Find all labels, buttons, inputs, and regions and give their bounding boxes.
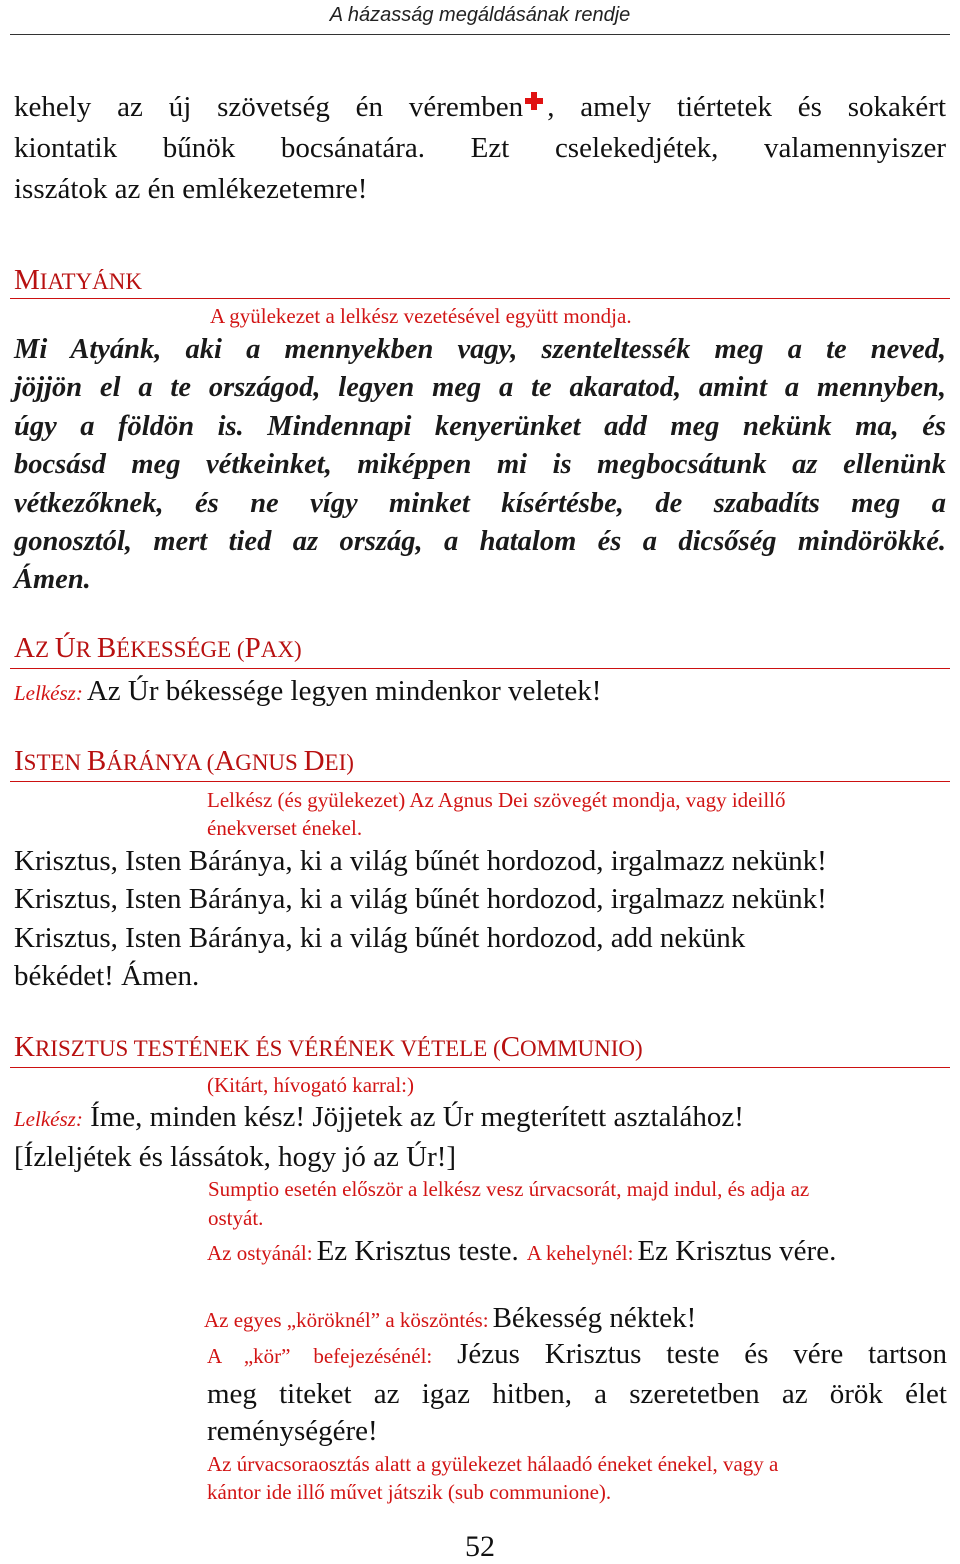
heading-part: R (75, 637, 97, 662)
heading-part: Ú (54, 632, 76, 664)
kor-text-1: Jézus Krisztus teste és vére tartson (457, 1338, 947, 1370)
section-heading-pax (14, 630, 302, 671)
prayer-line: bocsásd meg vétkeinket, miképpen mi is megbocsátunk az ellenünk (14, 449, 946, 481)
heading-part: Z (34, 637, 55, 662)
communio-invitation (14, 1098, 744, 1176)
red-cross-icon (525, 92, 543, 110)
heading-part: ÁRÁNYA ( (106, 750, 215, 775)
page-number: 52 (465, 1530, 495, 1563)
heading-part: P (244, 632, 261, 664)
ostya-label: Az ostyánál: (207, 1241, 313, 1265)
rubric-line: ostyát. (208, 1206, 264, 1230)
agnus-line: Krisztus, Isten Báránya, ki a világ bűnét hordozod, add nekünk (14, 921, 746, 954)
section-rule-pax (10, 668, 950, 669)
header-divider (10, 34, 950, 35)
agnus-line: Krisztus, Isten Báránya, ki a világ bűnét hordozod, irgalmazz nekünk! (14, 845, 827, 877)
rubric-agnus-dei (207, 786, 786, 842)
blessing-paragraph (207, 1336, 947, 1451)
blessing-line-3: reménységére! (207, 1415, 378, 1447)
heading-part: STEN (23, 750, 87, 775)
pax-line (14, 672, 601, 715)
blessing-line-1 (207, 1336, 947, 1376)
pax-text: Az Úr békessége legyen mindenkor veletek! (86, 675, 602, 707)
section-heading-communio (14, 1029, 643, 1070)
intro-line-1 (14, 87, 946, 128)
heading-part: B (96, 632, 117, 664)
intro-line-1-before: kehely az új szövetség én véremben (14, 91, 524, 123)
heading-part: EI) (324, 750, 354, 775)
section-heading-agnus-dei (14, 743, 354, 784)
running-header: A házasság megáldásának rendje (329, 4, 631, 26)
prayer-text (14, 331, 946, 600)
prayer-line: gonosztól, mert tied az ország, a hatalom és a dicsőség mindörökké. (14, 526, 946, 558)
rubric-kitart: (Kitárt, hívogató karral:) (207, 1073, 415, 1097)
role-label: Lelkész: (14, 1107, 83, 1131)
rubric-line: énekverset énekel. (207, 816, 363, 840)
korok-text: Békesség néktek! (492, 1302, 697, 1334)
prayer-line: vétkezőknek, és ne vígy minket kísértésbe, de szabadíts meg a (14, 487, 946, 519)
heading-part: A (214, 745, 236, 777)
heading-part: A (14, 632, 35, 664)
rubric-line: kántor ide illő művet játszik (sub communione). (207, 1480, 612, 1504)
intro-line-3: isszátok az én emlékezetemre! (14, 173, 368, 205)
rubric-line: Lelkész (és gyülekezet) Az Agnus Dei szövegét mondja, vagy ideillő (207, 788, 786, 812)
prayer-line: Mi Atyánk, aki a mennyekben vagy, szenteltessék meg a te neved, (14, 334, 946, 365)
heading-part: GNUS (235, 750, 304, 775)
heading-rest: IATYÁNK (39, 269, 143, 294)
heading-part: D (303, 745, 325, 777)
distribution-formulas (207, 1232, 836, 1275)
heading-part: K (14, 1031, 35, 1063)
agnus-line: Krisztus, Isten Báránya, ki a világ bűnét hordozod, irgalmazz nekünk! (14, 883, 827, 916)
ostya-text: Ez Krisztus teste. (316, 1235, 519, 1267)
invitation-text-2: [Ízleljétek és lássátok, hogy jó az Úr!] (14, 1141, 457, 1173)
intro-line-2: kiontatik bűnök bocsánatára. Ezt cselekedjétek, valamennyiszer (14, 132, 946, 164)
rubric-line: Az úrvacsoraosztás alatt a gyülekezet hálaadó éneket énekel, vagy a (207, 1452, 779, 1476)
rubric-miatyank: A gyülekezet a lelkész vezetésével együtt mondja. (210, 304, 632, 328)
korok-label: Az egyes „köröknél” a köszöntés: (204, 1308, 489, 1332)
heading-part: C (500, 1031, 521, 1063)
intro-paragraph (14, 87, 946, 210)
section-rule-agnus-dei (10, 781, 950, 782)
heading-part: ÉKESSÉGE ( (116, 637, 245, 662)
heading-part: AX) (260, 637, 302, 662)
prayer-line: úgy a földön is. Mindennapi kenyerünket add meg nekünk ma, és (14, 410, 946, 442)
kehely-label: A kehelynél: (526, 1241, 634, 1265)
heading-cap: M (14, 264, 40, 296)
invitation-text-1: Íme, minden kész! Jöjjetek az Úr megterített asztalához! (90, 1101, 744, 1133)
section-heading-miatyank (14, 262, 142, 303)
heading-part: B (86, 745, 107, 777)
intro-line-1-after: , amely tiértetek és sokakért (547, 91, 947, 123)
kor-label: A „kör” befejezésénél: (207, 1344, 433, 1368)
section-rule-communio (10, 1067, 950, 1068)
prayer-line: Ámen. (14, 564, 91, 596)
heading-part: RISZTUS TESTÉNEK ÉS VÉRÉNEK VÉTELE ( (34, 1036, 501, 1061)
blessing-line-2: meg titeket az igaz hitben, a szeretetben az örök élet (207, 1377, 947, 1410)
rubric-sumptio (208, 1175, 809, 1233)
role-label: Lelkész: (14, 681, 83, 705)
agnus-line: békédet! Ámen. (14, 959, 200, 992)
section-rule-miatyank (10, 298, 950, 299)
kehely-text: Ez Krisztus vére. (637, 1235, 837, 1267)
heading-part: I (14, 745, 24, 777)
rubric-line: Sumptio esetén először a lelkész vesz úrvacsorát, majd indul, és adja az (208, 1177, 810, 1201)
heading-part: OMMUNIO) (520, 1036, 643, 1061)
prayer-line: jöjjön el a te országod, legyen meg a te akaratod, amint a mennyben, (14, 372, 946, 404)
agnus-dei-text (14, 842, 946, 995)
rubric-closing (207, 1450, 778, 1506)
invitation-line-1 (14, 1098, 744, 1138)
